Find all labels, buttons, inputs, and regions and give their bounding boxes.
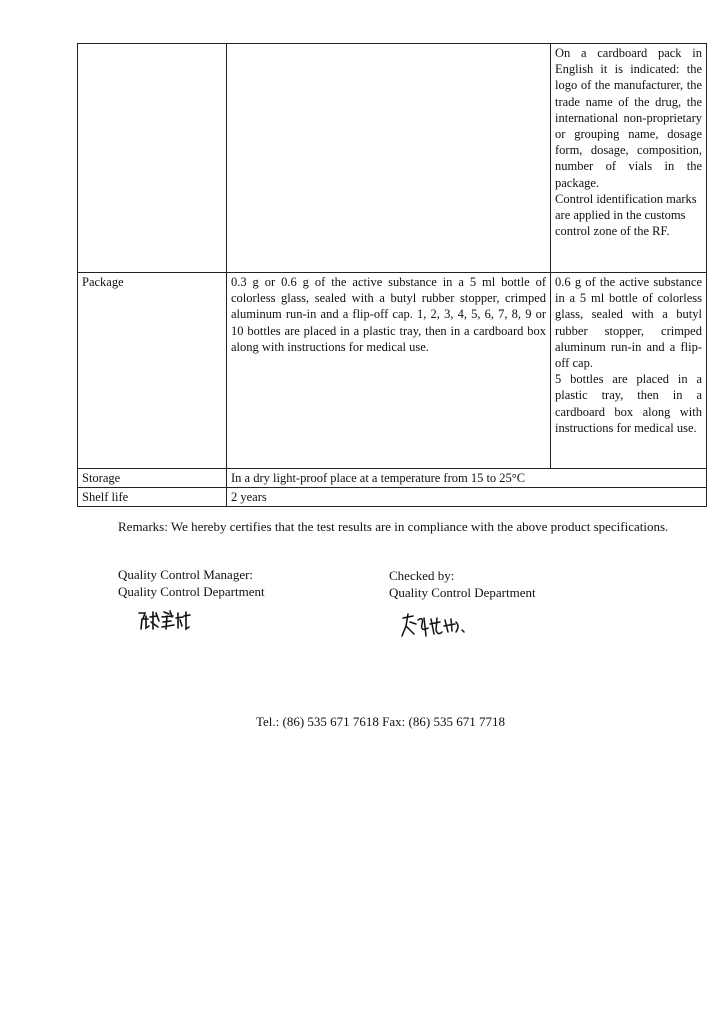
package-description-alt (551, 273, 707, 469)
handwritten-signature-left (136, 608, 196, 632)
package-alt-text: 5 bottles are placed in a plastic tray, then in a cardboard box along with instructions for medical use. (555, 372, 702, 435)
table-row (78, 44, 707, 273)
table-cell-empty (227, 44, 551, 273)
package-description: 0.3 g or 0.6 g of the active substance in a 5 ml bottle of colorless glass, sealed with a butyl rubber stopper, crimped aluminum run-in and a flip-off cap. 1, 2, 3, 4, 5, 6, 7, 8, 9 or 10 bottles are placed in a plastic tray, then in a cardboard box along with instructions for medical use. (227, 273, 551, 469)
table-cell-empty (78, 44, 227, 273)
signatory-department: Quality Control Department (118, 584, 265, 599)
contact-footer: Tel.: (86) 535 671 7618 Fax: (86) 535 671 7718 (256, 714, 505, 729)
signatory-right (389, 567, 536, 601)
table-row (78, 469, 707, 488)
signatory-title: Quality Control Manager: (118, 567, 254, 582)
table-row (78, 273, 707, 469)
table-row (78, 488, 707, 507)
signatory-left (118, 566, 265, 600)
package-alt-text: 0.6 g of the active substance in a 5 ml bottle of colorless glass, sealed with a butyl rubber stopper, crimped aluminum run-in and a flip-off cap. (555, 275, 702, 371)
specification-table (77, 43, 707, 507)
signatory-title: Checked by: (389, 568, 455, 583)
storage-label: Storage (78, 469, 227, 488)
signatory-department: Quality Control Department (389, 585, 536, 600)
package-label: Package (78, 273, 227, 469)
shelf-life-label: Shelf life (78, 488, 227, 507)
labeling-cell (551, 44, 707, 273)
remarks-text: Remarks: We hereby certifies that the test results are in compliance with the above product specifications. (118, 519, 669, 534)
labeling-text: On a cardboard pack in English it is indicated: the logo of the manufacturer, the trade name of the drug, the international non-proprietary or grouping name, dosage form, dosage, composition, number of vials in the package. (555, 46, 702, 190)
storage-value: In a dry light-proof place at a temperature from 15 to 25°C (227, 469, 707, 488)
shelf-life-value: 2 years (227, 488, 707, 507)
customs-marks-text: Control identification marks are applied in the customs control zone of the RF. (555, 191, 697, 239)
handwritten-signature-right (400, 612, 470, 640)
